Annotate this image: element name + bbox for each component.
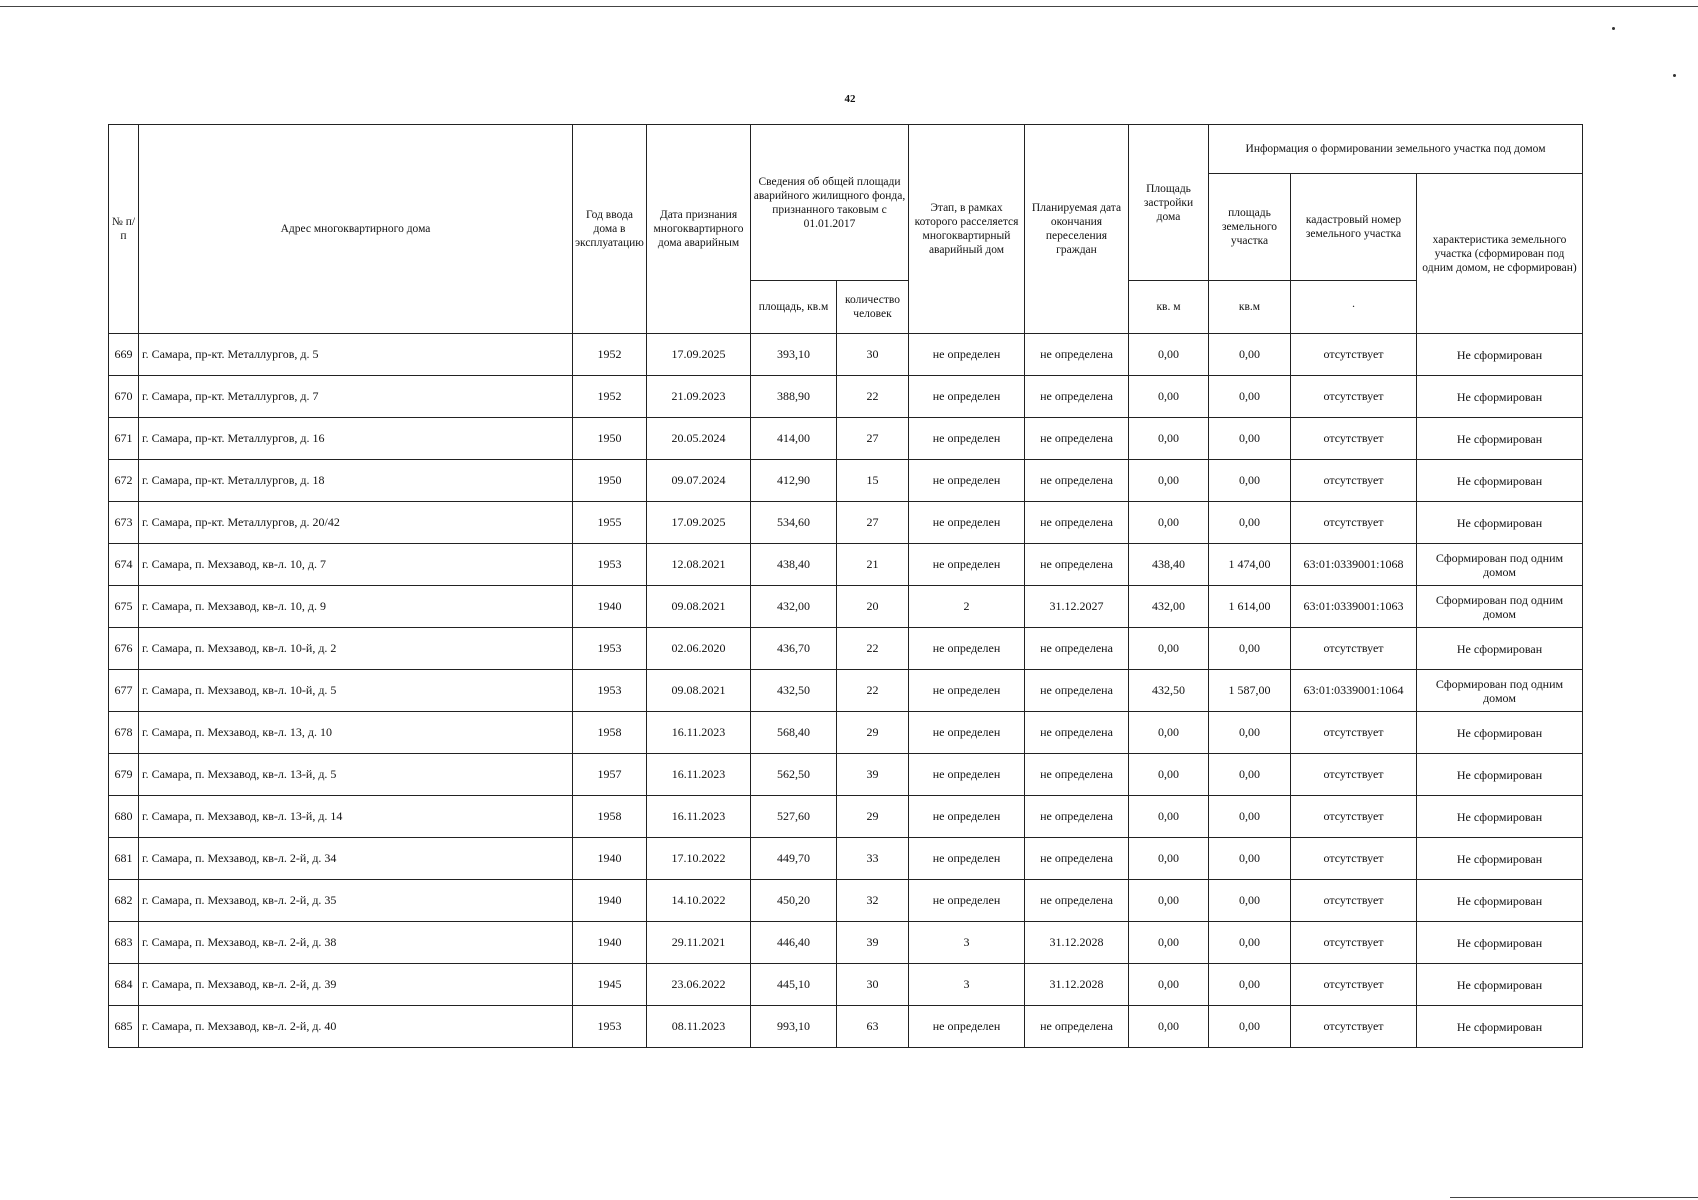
- cell-year: 1953: [573, 1006, 647, 1048]
- cell-planned-date: не определена: [1025, 544, 1129, 586]
- table-row: [109, 922, 1583, 964]
- cell-land-area: 0,00: [1209, 460, 1291, 502]
- cell-stage: 3: [909, 922, 1025, 964]
- cell-cadastral: отсутствует: [1291, 376, 1417, 418]
- cell-people: 39: [837, 922, 909, 964]
- cell-num: 679: [109, 754, 139, 796]
- cell-stage: не определен: [909, 334, 1025, 376]
- cell-people: 22: [837, 376, 909, 418]
- cell-people: 15: [837, 460, 909, 502]
- cell-address: г. Самара, пр-кт. Металлургов, д. 20/42: [139, 502, 573, 544]
- cell-stage: не определен: [909, 1006, 1025, 1048]
- table-row: [109, 586, 1583, 628]
- cell-people: 32: [837, 880, 909, 922]
- header-characteristic: характеристика земельного участка (сформирован под одним домом, не сформирован): [1417, 174, 1583, 334]
- cell-area: 393,10: [751, 334, 837, 376]
- cell-date-recognized: 09.07.2024: [647, 460, 751, 502]
- table-row: [109, 670, 1583, 712]
- cell-build-area: 0,00: [1129, 796, 1209, 838]
- cell-build-area: 0,00: [1129, 922, 1209, 964]
- header-year: Год ввода дома в эксплуатацию: [573, 125, 647, 334]
- cell-characteristic: Не сформирован: [1417, 376, 1583, 418]
- cell-build-area: 0,00: [1129, 712, 1209, 754]
- cell-stage: не определен: [909, 796, 1025, 838]
- cell-cadastral: отсутствует: [1291, 628, 1417, 670]
- cell-area: 432,50: [751, 670, 837, 712]
- cell-year: 1940: [573, 838, 647, 880]
- table-row: [109, 1006, 1583, 1048]
- cell-area: 388,90: [751, 376, 837, 418]
- cell-build-area: 0,00: [1129, 502, 1209, 544]
- cell-stage: не определен: [909, 880, 1025, 922]
- table-row: [109, 502, 1583, 544]
- cell-stage: не определен: [909, 544, 1025, 586]
- cell-stage: не определен: [909, 502, 1025, 544]
- cell-address: г. Самара, п. Мехзавод, кв-л. 2-й, д. 39: [139, 964, 573, 1006]
- cell-characteristic: Сформирован под одним домом: [1417, 586, 1583, 628]
- cell-year: 1940: [573, 922, 647, 964]
- cell-date-recognized: 14.10.2022: [647, 880, 751, 922]
- cell-cadastral: отсутствует: [1291, 334, 1417, 376]
- header-address: Адрес многоквартирного дома: [139, 125, 573, 334]
- cell-planned-date: не определена: [1025, 376, 1129, 418]
- cell-characteristic: Не сформирован: [1417, 502, 1583, 544]
- cell-area: 412,90: [751, 460, 837, 502]
- bottom-rule: [1450, 1197, 1698, 1198]
- cell-planned-date: не определена: [1025, 712, 1129, 754]
- cell-cadastral: 63:01:0339001:1064: [1291, 670, 1417, 712]
- cell-planned-date: не определена: [1025, 502, 1129, 544]
- cell-characteristic: Не сформирован: [1417, 628, 1583, 670]
- cell-characteristic: Не сформирован: [1417, 964, 1583, 1006]
- cell-address: г. Самара, п. Мехзавод, кв-л. 10, д. 7: [139, 544, 573, 586]
- cell-address: г. Самара, п. Мехзавод, кв-л. 2-й, д. 34: [139, 838, 573, 880]
- cell-num: 677: [109, 670, 139, 712]
- cell-land-area: 0,00: [1209, 334, 1291, 376]
- cell-year: 1940: [573, 586, 647, 628]
- header-cadastral-unit: ·: [1291, 281, 1417, 334]
- table-row: [109, 334, 1583, 376]
- cell-year: 1950: [573, 460, 647, 502]
- cell-address: г. Самара, п. Мехзавод, кв-л. 13, д. 10: [139, 712, 573, 754]
- cell-area: 993,10: [751, 1006, 837, 1048]
- cell-address: г. Самара, п. Мехзавод, кв-л. 2-й, д. 35: [139, 880, 573, 922]
- cell-address: г. Самара, пр-кт. Металлургов, д. 16: [139, 418, 573, 460]
- cell-people: 27: [837, 502, 909, 544]
- header-land-group: Информация о формировании земельного участка под домом: [1209, 125, 1583, 174]
- table-row: [109, 754, 1583, 796]
- cell-cadastral: отсутствует: [1291, 796, 1417, 838]
- cell-stage: не определен: [909, 754, 1025, 796]
- cell-year: 1945: [573, 964, 647, 1006]
- cell-num: 678: [109, 712, 139, 754]
- cell-cadastral: отсутствует: [1291, 1006, 1417, 1048]
- cell-address: г. Самара, п. Мехзавод, кв-л. 2-й, д. 38: [139, 922, 573, 964]
- table-row: [109, 880, 1583, 922]
- cell-cadastral: отсутствует: [1291, 712, 1417, 754]
- table-row: [109, 964, 1583, 1006]
- table-row: [109, 376, 1583, 418]
- cell-num: 670: [109, 376, 139, 418]
- cell-land-area: 0,00: [1209, 922, 1291, 964]
- cell-year: 1952: [573, 376, 647, 418]
- cell-date-recognized: 08.11.2023: [647, 1006, 751, 1048]
- cell-planned-date: не определена: [1025, 670, 1129, 712]
- cell-year: 1940: [573, 880, 647, 922]
- cell-land-area: 0,00: [1209, 754, 1291, 796]
- cell-address: г. Самара, п. Мехзавод, кв-л. 10-й, д. 5: [139, 670, 573, 712]
- cell-people: 29: [837, 712, 909, 754]
- cell-num: 669: [109, 334, 139, 376]
- cell-num: 681: [109, 838, 139, 880]
- cell-cadastral: отсутствует: [1291, 922, 1417, 964]
- top-rule: [0, 6, 1698, 7]
- cell-area: 432,00: [751, 586, 837, 628]
- cell-characteristic: Не сформирован: [1417, 796, 1583, 838]
- table-row: [109, 796, 1583, 838]
- header-area-info: Сведения об общей площади аварийного жилищного фонда, признанного таковым с 01.01.2017: [751, 125, 909, 281]
- cell-cadastral: отсутствует: [1291, 880, 1417, 922]
- cell-characteristic: Не сформирован: [1417, 1006, 1583, 1048]
- cell-date-recognized: 16.11.2023: [647, 754, 751, 796]
- cell-planned-date: не определена: [1025, 418, 1129, 460]
- cell-area: 534,60: [751, 502, 837, 544]
- cell-people: 29: [837, 796, 909, 838]
- cell-land-area: 0,00: [1209, 838, 1291, 880]
- cell-date-recognized: 29.11.2021: [647, 922, 751, 964]
- cell-year: 1952: [573, 334, 647, 376]
- cell-area: 445,10: [751, 964, 837, 1006]
- cell-build-area: 0,00: [1129, 334, 1209, 376]
- cell-land-area: 1 614,00: [1209, 586, 1291, 628]
- cell-year: 1953: [573, 544, 647, 586]
- cell-planned-date: не определена: [1025, 754, 1129, 796]
- header-land-area-unit: кв.м: [1209, 281, 1291, 334]
- cell-planned-date: не определена: [1025, 334, 1129, 376]
- cell-stage: не определен: [909, 460, 1025, 502]
- cell-stage: 2: [909, 586, 1025, 628]
- cell-address: г. Самара, пр-кт. Металлургов, д. 18: [139, 460, 573, 502]
- cell-people: 33: [837, 838, 909, 880]
- cell-cadastral: отсутствует: [1291, 502, 1417, 544]
- cell-people: 20: [837, 586, 909, 628]
- cell-land-area: 0,00: [1209, 880, 1291, 922]
- cell-cadastral: отсутствует: [1291, 418, 1417, 460]
- cell-land-area: 0,00: [1209, 964, 1291, 1006]
- cell-build-area: 0,00: [1129, 838, 1209, 880]
- cell-area: 568,40: [751, 712, 837, 754]
- cell-land-area: 1 587,00: [1209, 670, 1291, 712]
- cell-people: 39: [837, 754, 909, 796]
- cell-people: 63: [837, 1006, 909, 1048]
- cell-date-recognized: 09.08.2021: [647, 586, 751, 628]
- cell-build-area: 438,40: [1129, 544, 1209, 586]
- cell-land-area: 0,00: [1209, 628, 1291, 670]
- table-row: [109, 544, 1583, 586]
- cell-planned-date: 31.12.2028: [1025, 922, 1129, 964]
- table-row: [109, 838, 1583, 880]
- cell-year: 1953: [573, 628, 647, 670]
- table-row: [109, 712, 1583, 754]
- cell-characteristic: Не сформирован: [1417, 460, 1583, 502]
- cell-characteristic: Не сформирован: [1417, 418, 1583, 460]
- cell-people: 27: [837, 418, 909, 460]
- cell-date-recognized: 17.09.2025: [647, 334, 751, 376]
- header-build-area-unit: кв. м: [1129, 281, 1209, 334]
- cell-people: 22: [837, 628, 909, 670]
- cell-characteristic: Не сформирован: [1417, 754, 1583, 796]
- cell-date-recognized: 23.06.2022: [647, 964, 751, 1006]
- cell-build-area: 0,00: [1129, 880, 1209, 922]
- cell-address: г. Самара, п. Мехзавод, кв-л. 13-й, д. 5: [139, 754, 573, 796]
- cell-num: 683: [109, 922, 139, 964]
- cell-year: 1958: [573, 712, 647, 754]
- cell-date-recognized: 16.11.2023: [647, 712, 751, 754]
- header-land-area: площадь земельного участка: [1209, 174, 1291, 281]
- cell-num: 673: [109, 502, 139, 544]
- cell-address: г. Самара, пр-кт. Металлургов, д. 7: [139, 376, 573, 418]
- scan-speck: [1612, 27, 1615, 30]
- cell-area: 450,20: [751, 880, 837, 922]
- cell-stage: не определен: [909, 712, 1025, 754]
- cell-stage: не определен: [909, 628, 1025, 670]
- cell-characteristic: Сформирован под одним домом: [1417, 670, 1583, 712]
- cell-date-recognized: 17.09.2025: [647, 502, 751, 544]
- scan-speck: [1673, 74, 1676, 77]
- header-cadastral: кадастровый номер земельного участка: [1291, 174, 1417, 281]
- table-row: [109, 460, 1583, 502]
- cell-land-area: 0,00: [1209, 712, 1291, 754]
- cell-date-recognized: 12.08.2021: [647, 544, 751, 586]
- cell-people: 30: [837, 334, 909, 376]
- cell-build-area: 0,00: [1129, 964, 1209, 1006]
- cell-characteristic: Не сформирован: [1417, 880, 1583, 922]
- cell-people: 21: [837, 544, 909, 586]
- cell-build-area: 432,00: [1129, 586, 1209, 628]
- cell-date-recognized: 20.05.2024: [647, 418, 751, 460]
- cell-year: 1955: [573, 502, 647, 544]
- table-row: [109, 418, 1583, 460]
- cell-build-area: 432,50: [1129, 670, 1209, 712]
- cell-area: 414,00: [751, 418, 837, 460]
- cell-num: 672: [109, 460, 139, 502]
- cell-area: 438,40: [751, 544, 837, 586]
- cell-planned-date: 31.12.2028: [1025, 964, 1129, 1006]
- header-date-recognized: Дата признания многоквартирного дома аварийным: [647, 125, 751, 334]
- cell-num: 675: [109, 586, 139, 628]
- cell-characteristic: Сформирован под одним домом: [1417, 544, 1583, 586]
- cell-year: 1958: [573, 796, 647, 838]
- cell-planned-date: не определена: [1025, 1006, 1129, 1048]
- cell-land-area: 0,00: [1209, 796, 1291, 838]
- cell-build-area: 0,00: [1129, 376, 1209, 418]
- cell-num: 676: [109, 628, 139, 670]
- cell-date-recognized: 21.09.2023: [647, 376, 751, 418]
- emergency-housing-table: [108, 124, 1583, 1048]
- cell-cadastral: отсутствует: [1291, 460, 1417, 502]
- cell-address: г. Самара, пр-кт. Металлургов, д. 5: [139, 334, 573, 376]
- cell-area: 527,60: [751, 796, 837, 838]
- cell-cadastral: 63:01:0339001:1068: [1291, 544, 1417, 586]
- cell-num: 674: [109, 544, 139, 586]
- cell-num: 684: [109, 964, 139, 1006]
- cell-build-area: 0,00: [1129, 460, 1209, 502]
- cell-land-area: 0,00: [1209, 376, 1291, 418]
- cell-planned-date: не определена: [1025, 796, 1129, 838]
- header-planned-date: Планируемая дата окончания переселения граждан: [1025, 125, 1129, 334]
- cell-num: 671: [109, 418, 139, 460]
- cell-build-area: 0,00: [1129, 628, 1209, 670]
- header-num: № п/п: [109, 125, 139, 334]
- cell-stage: не определен: [909, 418, 1025, 460]
- page-number: 42: [844, 93, 856, 105]
- header-build-area: Площадь застройки дома: [1129, 125, 1209, 281]
- cell-planned-date: не определена: [1025, 880, 1129, 922]
- cell-area: 449,70: [751, 838, 837, 880]
- cell-characteristic: Не сформирован: [1417, 922, 1583, 964]
- cell-area: 446,40: [751, 922, 837, 964]
- cell-num: 685: [109, 1006, 139, 1048]
- cell-address: г. Самара, п. Мехзавод, кв-л. 10-й, д. 2: [139, 628, 573, 670]
- table-body: [109, 334, 1583, 1048]
- cell-planned-date: не определена: [1025, 628, 1129, 670]
- cell-stage: не определен: [909, 376, 1025, 418]
- cell-land-area: 0,00: [1209, 1006, 1291, 1048]
- cell-land-area: 0,00: [1209, 418, 1291, 460]
- cell-date-recognized: 16.11.2023: [647, 796, 751, 838]
- cell-land-area: 1 474,00: [1209, 544, 1291, 586]
- header-area-sub: площадь, кв.м: [751, 281, 837, 334]
- cell-stage: не определен: [909, 670, 1025, 712]
- cell-stage: не определен: [909, 838, 1025, 880]
- cell-area: 436,70: [751, 628, 837, 670]
- cell-year: 1957: [573, 754, 647, 796]
- cell-year: 1950: [573, 418, 647, 460]
- header-people-sub: количество человек: [837, 281, 909, 334]
- header-stage: Этап, в рамках которого расселяется многоквартирный аварийный дом: [909, 125, 1025, 334]
- cell-cadastral: отсутствует: [1291, 964, 1417, 1006]
- table-row: [109, 628, 1583, 670]
- cell-address: г. Самара, п. Мехзавод, кв-л. 2-й, д. 40: [139, 1006, 573, 1048]
- cell-people: 30: [837, 964, 909, 1006]
- cell-build-area: 0,00: [1129, 418, 1209, 460]
- cell-planned-date: 31.12.2027: [1025, 586, 1129, 628]
- cell-area: 562,50: [751, 754, 837, 796]
- cell-people: 22: [837, 670, 909, 712]
- cell-date-recognized: 17.10.2022: [647, 838, 751, 880]
- cell-cadastral: 63:01:0339001:1063: [1291, 586, 1417, 628]
- cell-stage: 3: [909, 964, 1025, 1006]
- cell-cadastral: отсутствует: [1291, 754, 1417, 796]
- cell-num: 680: [109, 796, 139, 838]
- cell-characteristic: Не сформирован: [1417, 712, 1583, 754]
- cell-characteristic: Не сформирован: [1417, 838, 1583, 880]
- cell-year: 1953: [573, 670, 647, 712]
- cell-land-area: 0,00: [1209, 502, 1291, 544]
- cell-address: г. Самара, п. Мехзавод, кв-л. 10, д. 9: [139, 586, 573, 628]
- cell-planned-date: не определена: [1025, 838, 1129, 880]
- cell-build-area: 0,00: [1129, 754, 1209, 796]
- cell-date-recognized: 02.06.2020: [647, 628, 751, 670]
- cell-cadastral: отсутствует: [1291, 838, 1417, 880]
- cell-build-area: 0,00: [1129, 1006, 1209, 1048]
- cell-num: 682: [109, 880, 139, 922]
- cell-address: г. Самара, п. Мехзавод, кв-л. 13-й, д. 14: [139, 796, 573, 838]
- cell-date-recognized: 09.08.2021: [647, 670, 751, 712]
- cell-planned-date: не определена: [1025, 460, 1129, 502]
- cell-characteristic: Не сформирован: [1417, 334, 1583, 376]
